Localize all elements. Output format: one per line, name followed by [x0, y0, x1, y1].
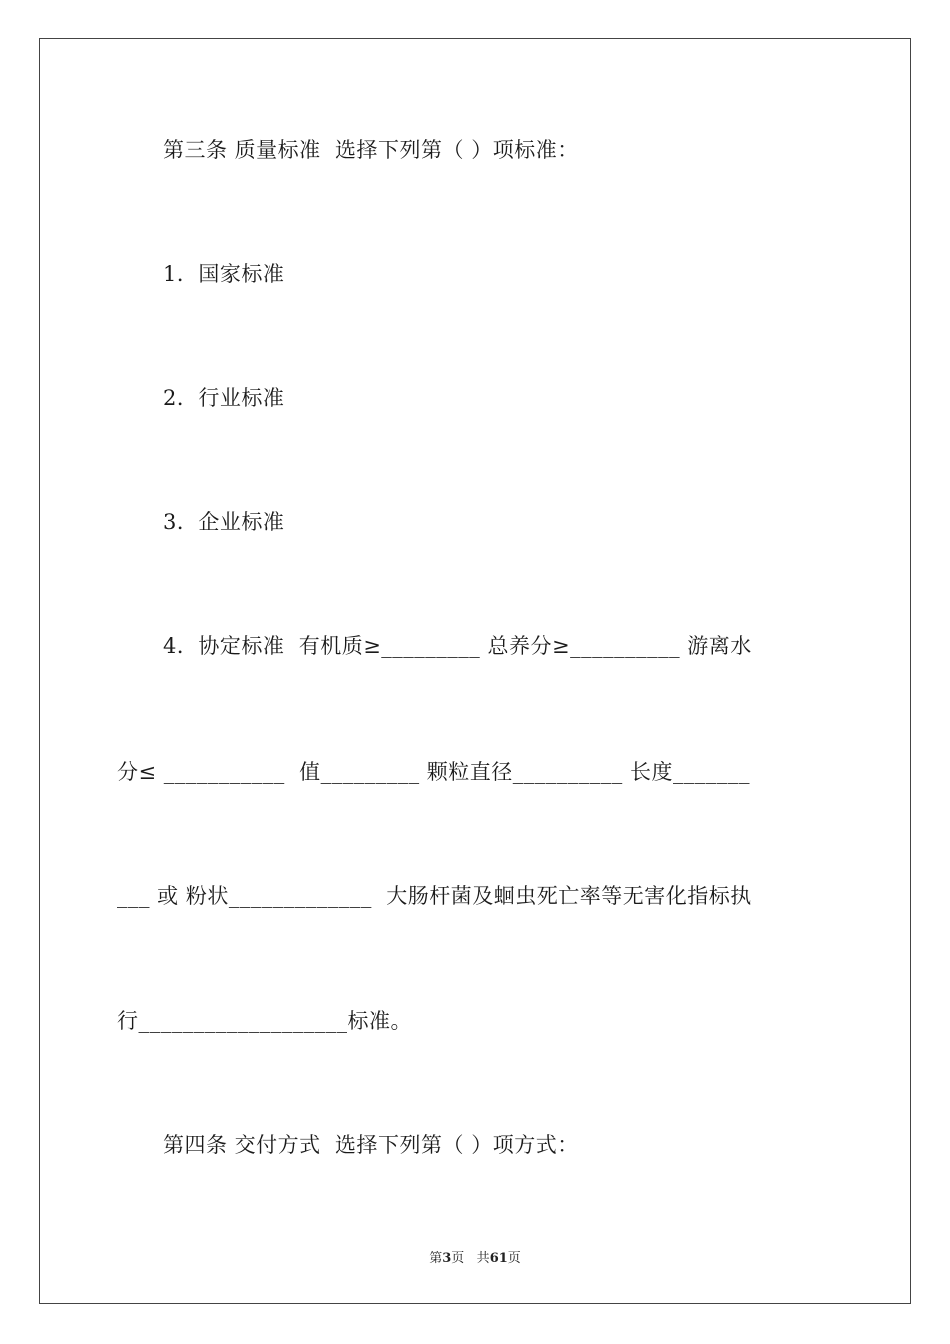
- clause-3-heading: 第三条 质量标准 选择下列第（ ）项标准：: [163, 138, 579, 162]
- footer-page-word: 页: [451, 1251, 465, 1266]
- page-border: [39, 38, 911, 1304]
- page-footer: [0, 1247, 950, 1266]
- list-item-agreed-standard: 4．协定标准 有机质≥_________ 总养分≥__________ 游离水: [163, 634, 752, 658]
- clause-4-heading: 第四条 交付方式 选择下列第（ ）项方式：: [163, 1133, 579, 1157]
- footer-total-prefix: 共: [476, 1251, 490, 1266]
- agreed-standard-continued-1: 分≤ ___________ 值_________ 颗粒直径__________ 长度_______: [117, 760, 750, 784]
- list-item-industry-standard: 2．行业标准: [163, 386, 285, 410]
- list-item-enterprise-standard: 3．企业标准: [163, 510, 285, 534]
- agreed-standard-continued-3: 行___________________标准。: [117, 1009, 412, 1033]
- list-item-national-standard: 1．国家标准: [163, 262, 285, 286]
- footer-total-pages: 61: [489, 1251, 508, 1266]
- footer-current-page: 3: [442, 1251, 452, 1266]
- footer-prefix: 第: [429, 1251, 443, 1266]
- footer-suffix: 页: [507, 1251, 521, 1266]
- agreed-standard-continued-2: ___ 或 粉状_____________ 大肠杆菌及蛔虫死亡率等无害化指标执: [117, 884, 752, 908]
